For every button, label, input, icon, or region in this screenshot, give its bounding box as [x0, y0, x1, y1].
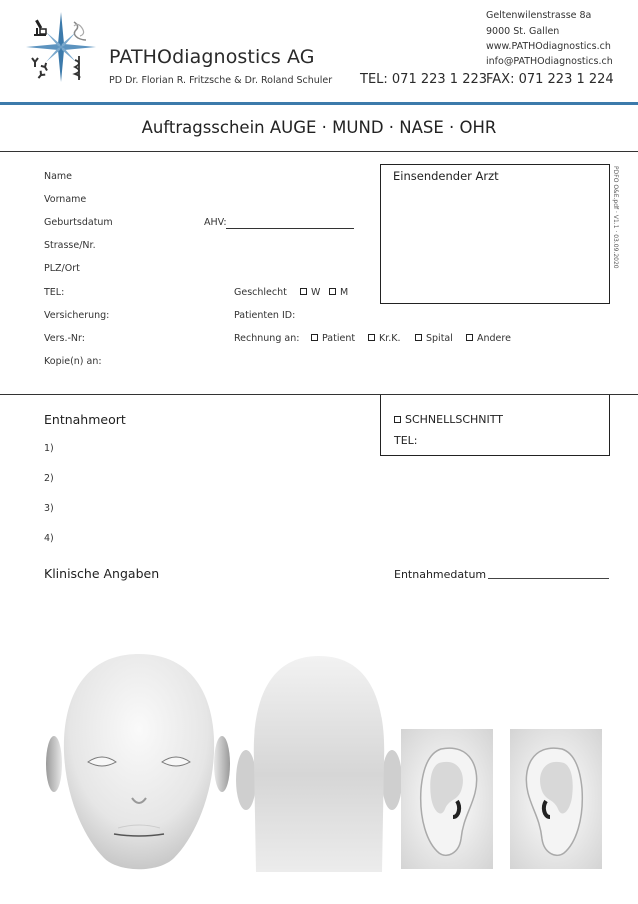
entnahmeort-heading: Entnahmeort — [44, 412, 126, 427]
ahv-label: AHV: — [204, 217, 227, 228]
checkbox-icon[interactable] — [466, 334, 473, 341]
klinische-angaben-heading: Klinische Angaben — [44, 566, 160, 581]
entnahmeort-item-4: 4) — [44, 533, 54, 544]
company-logo-icon — [24, 10, 98, 84]
address-street: Geltenwilenstrasse 8a — [486, 10, 592, 21]
doctors-names: PD Dr. Florian R. Fritzsche & Dr. Roland Schuler — [109, 75, 333, 86]
checkbox-icon[interactable] — [329, 288, 336, 295]
entnahmedatum-input-line[interactable] — [488, 578, 609, 579]
company-name: PATHOdiagnostics AG — [109, 46, 315, 68]
header-telephone: TEL: 071 223 1 223 — [360, 72, 488, 87]
head-back-illustration[interactable] — [234, 650, 404, 876]
head-front-illustration[interactable] — [44, 648, 234, 884]
ahv-input-line[interactable] — [226, 228, 354, 229]
document-reference: PDFO O&E.pdf · V1.1 · 03.09.2020 — [612, 166, 619, 269]
geburtsdatum-label: Geburtsdatum — [44, 217, 113, 228]
vers-nr-label: Vers.-Nr: — [44, 333, 85, 344]
entnahmeort-item-2: 2) — [44, 473, 54, 484]
rechnung-andere-checkbox[interactable]: Andere — [466, 333, 511, 344]
entnahmeort-item-3: 3) — [44, 503, 54, 514]
header-fax: FAX: 071 223 1 224 — [486, 72, 614, 87]
checkbox-icon[interactable] — [415, 334, 422, 341]
header-divider — [0, 102, 638, 105]
name-label: Name — [44, 171, 73, 182]
checkbox-icon[interactable] — [311, 334, 318, 341]
tel-label: TEL: — [44, 287, 65, 298]
schnellschnitt-tel-label: TEL: — [394, 434, 418, 447]
rechnung-krk-checkbox[interactable]: Kr.K. — [368, 333, 401, 344]
strasse-label: Strasse/Nr. — [44, 240, 96, 251]
geschlecht-m-checkbox[interactable]: M — [329, 287, 348, 298]
email-link[interactable]: info@PATHOdiagnostics.ch — [486, 56, 613, 67]
vorname-label: Vorname — [44, 194, 87, 205]
geschlecht-label: Geschlecht — [234, 287, 287, 298]
versicherung-label: Versicherung: — [44, 310, 110, 321]
kopie-label: Kopie(n) an: — [44, 356, 102, 367]
ear-left-illustration[interactable] — [510, 729, 602, 869]
entnahmeort-item-1: 1) — [44, 443, 54, 454]
address-city: 9000 St. Gallen — [486, 26, 560, 37]
geschlecht-w-checkbox[interactable]: W — [300, 287, 320, 298]
checkbox-icon[interactable] — [368, 334, 375, 341]
form-title: Auftragsschein AUGE · MUND · NASE · OHR — [141, 118, 497, 137]
schnellschnitt-checkbox[interactable]: SCHNELLSCHNITT — [394, 413, 503, 426]
title-divider — [0, 151, 638, 152]
rechnung-label: Rechnung an: — [234, 333, 300, 344]
patienten-id-label: Patienten ID: — [234, 310, 296, 321]
plz-ort-label: PLZ/Ort — [44, 263, 80, 274]
entnahmedatum-label: Entnahmedatum — [394, 568, 487, 581]
rechnung-patient-checkbox[interactable]: Patient — [311, 333, 355, 344]
checkbox-icon[interactable] — [394, 416, 401, 423]
checkbox-icon[interactable] — [300, 288, 307, 295]
rechnung-spital-checkbox[interactable]: Spital — [415, 333, 453, 344]
einsendender-arzt-box[interactable] — [380, 164, 610, 304]
website-link[interactable]: www.PATHOdiagnostics.ch — [486, 41, 611, 52]
einsendender-arzt-label: Einsendender Arzt — [393, 169, 499, 183]
ear-right-illustration[interactable] — [401, 729, 493, 869]
